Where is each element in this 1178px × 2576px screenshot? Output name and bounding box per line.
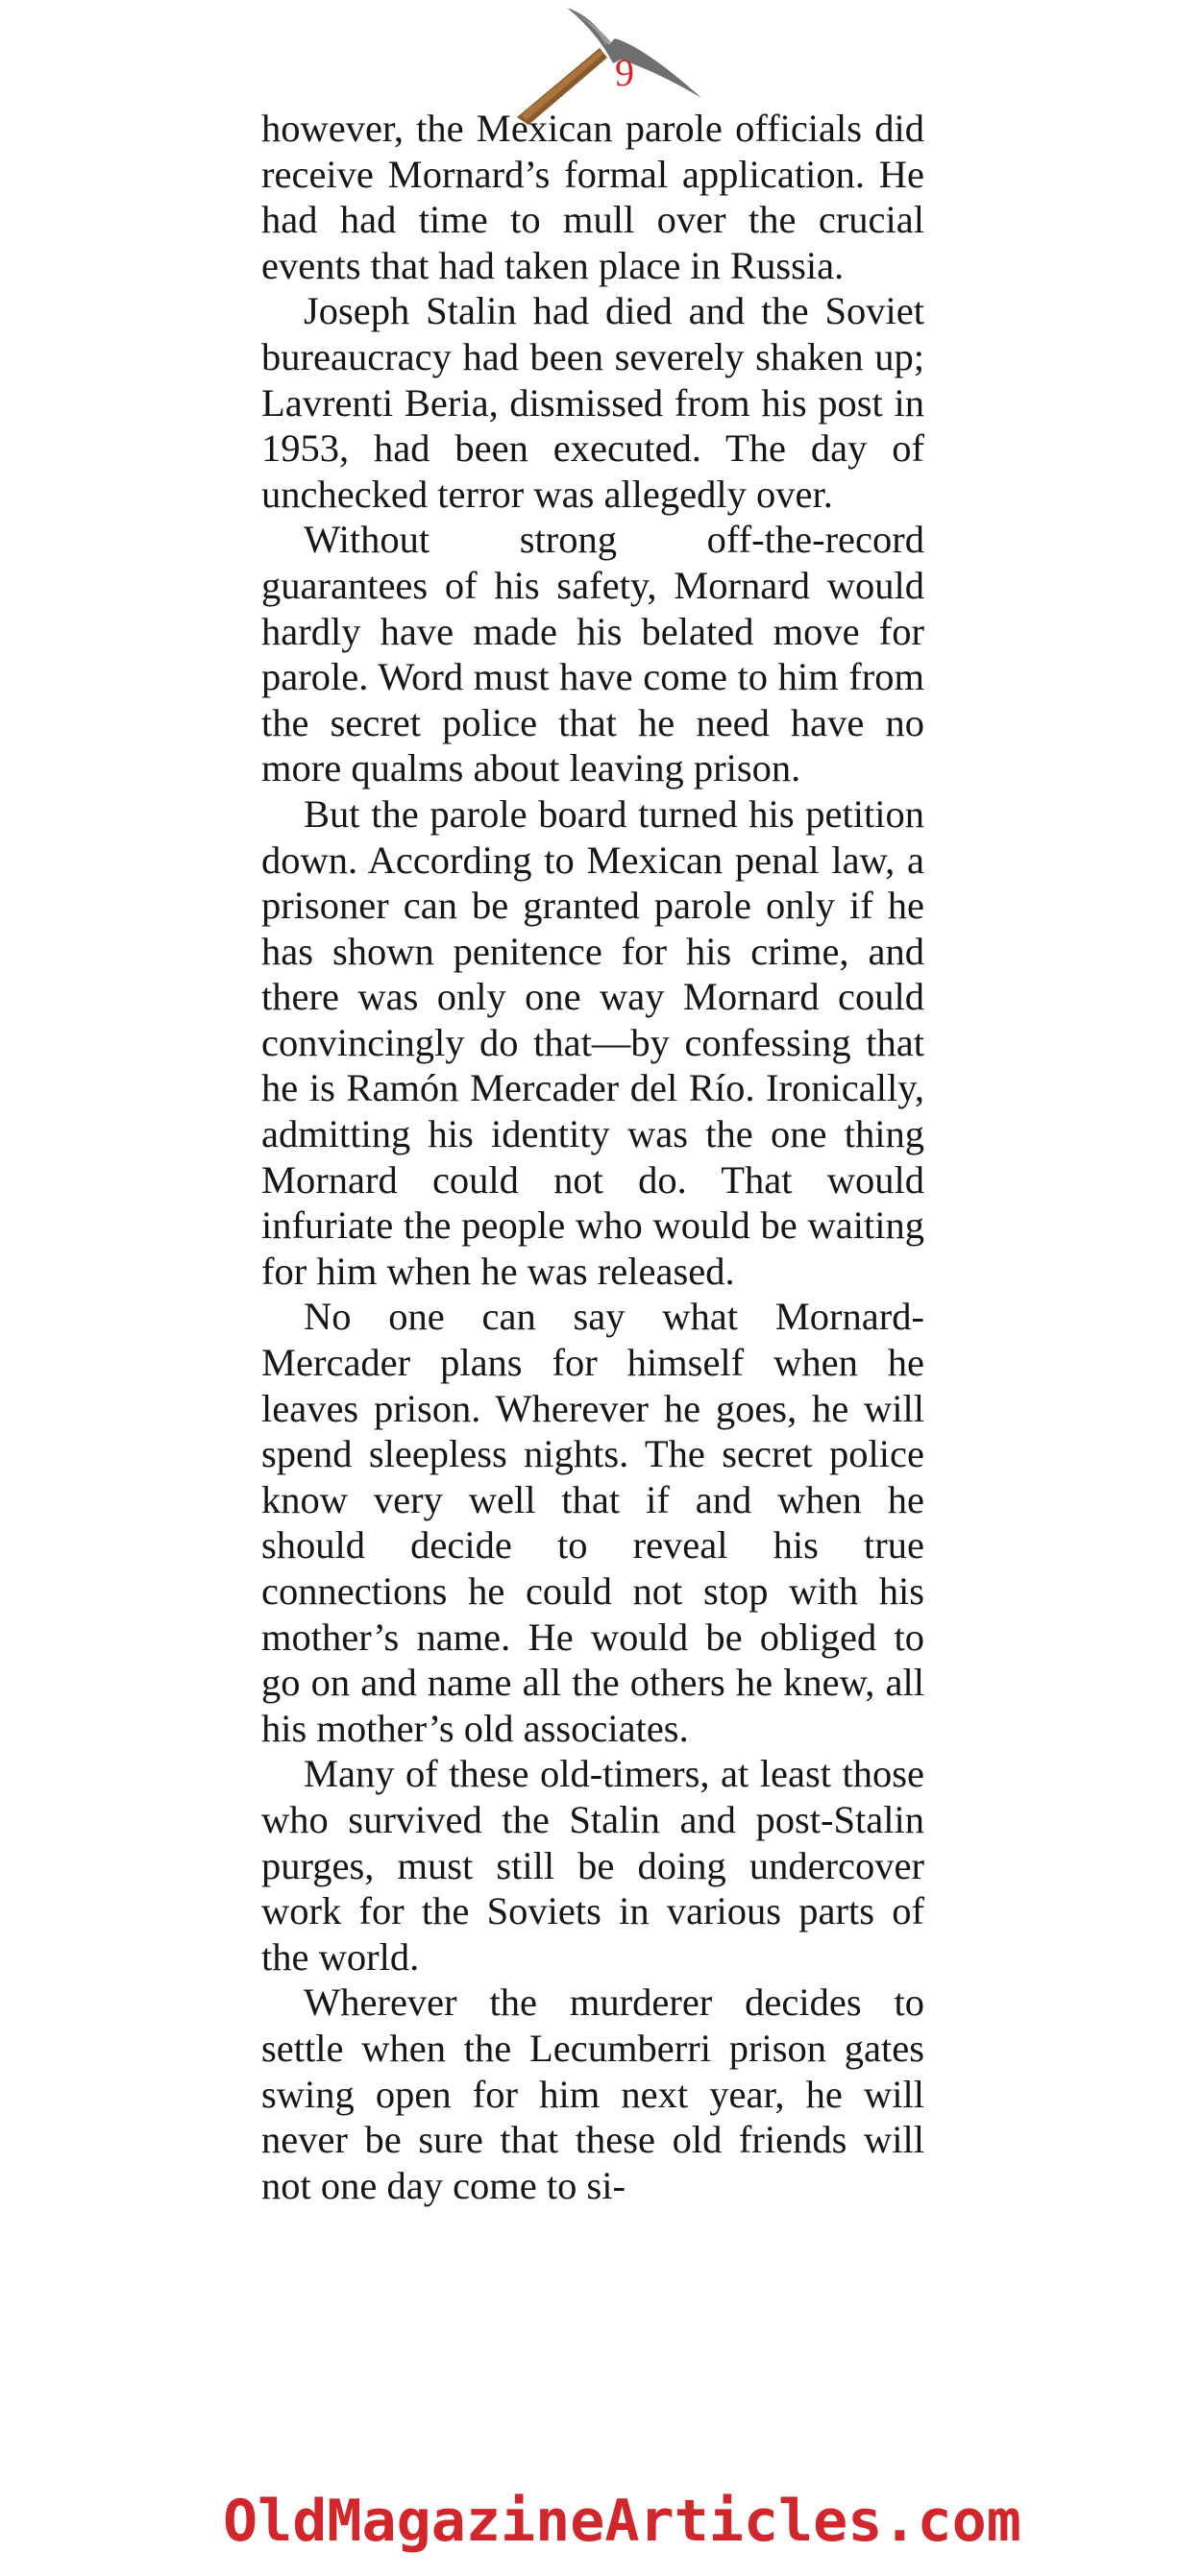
article-paragraph: No one can say what Mornard-Mercader plans for himself when he leaves prison. Wherever he goes, he will spend sleepless nights. The secret police know very well that if and when he should decide to reveal his true connections he could not stop with his mother’s name. He would be obliged to go on and name all the others he knew, all his mother’s old associates. — [261, 1295, 924, 1750]
article-paragraph: Wherever the murderer decides to settle when the Lecumberri prison gates swing open for him next year, he will never be sure that these old friends will not one day come to si- — [261, 1981, 924, 2207]
article-paragraph: Without strong off-the-record guarantees of his safety, Mornard would hardly have made his belated move for parole. Word must have come to him from the secret police that he need have no more qualms about leaving prison. — [261, 518, 924, 790]
article-body — [261, 106, 924, 2208]
article-paragraph: But the parole board turned his petition down. According to Mexican penal law, a prisoner can be granted parole only if he has shown penitence for his crime, and there was only one way Mornard could convincingly do that—by confessing that he is Ramón Mercader del Río. Ironically, admitting his identity was the one thing Mornard could not do. That would infuriate the people who would be waiting for him when he was released. — [261, 791, 924, 1293]
site-watermark: OldMagazineArticles.com — [223, 2488, 1021, 2555]
article-paragraph: Many of these old-timers, at least those who survived the Stalin and post-Stalin purges, must still be doing undercover work for the Soviets in various parts of the world. — [261, 1752, 924, 1979]
page-number: 9 — [615, 51, 634, 94]
article-paragraph: Joseph Stalin had died and the Soviet bureaucracy had been severely shaken up; Lavrenti Beria, dismissed from his post in 1953, had been executed. The day of unchecked terror was allegedly over. — [261, 289, 924, 516]
article-paragraph: however, the Mexican parole officials did receive Mornard’s formal application. He had had time to mull over the crucial events that had taken place in Russia. — [261, 107, 924, 287]
